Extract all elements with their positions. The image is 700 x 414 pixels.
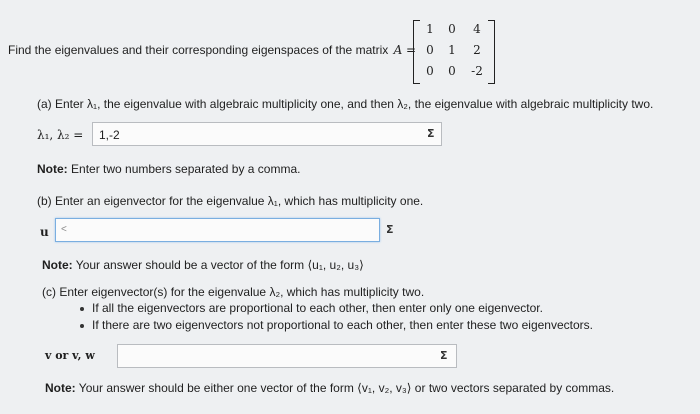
part-c-question: (c) Enter eigenvector(s) for the eigenvalue λ₂, which has multiplicity two. <box>42 285 425 299</box>
text-cursor: < <box>61 224 67 235</box>
matrix-cell: 0 <box>426 43 434 57</box>
matrix-cell: 0 <box>426 64 434 78</box>
matrix-cell: 2 <box>473 43 481 57</box>
note-label: Note: <box>37 162 68 176</box>
note-label: Note: <box>45 381 76 395</box>
matrix-a <box>413 20 495 82</box>
matrix-cell: 0 <box>448 22 456 36</box>
eigenvalues-value: 1,-2 <box>99 128 120 142</box>
bullet <box>80 324 84 328</box>
part-c-bullet-2: If there are two eigenvectors not proportional to each other, then enter these two eigenvectors. <box>92 318 593 332</box>
part-a-note <box>37 162 300 176</box>
matrix-cell: 1 <box>426 22 434 36</box>
eigenvector-vw-input[interactable] <box>117 344 457 368</box>
problem-text: Find the eigenvalues and their corresponding eigenspaces of the matrix <box>8 43 389 57</box>
sigma-icon[interactable]: Σ <box>427 127 435 140</box>
matrix-cell: -2 <box>471 64 483 78</box>
part-c-note <box>45 381 614 395</box>
note-text: Your answer should be a vector of the form ⟨u₁, u₂, u₃⟩ <box>75 258 364 272</box>
matrix-cell: 4 <box>473 22 481 36</box>
eigenvector-u-input[interactable] <box>55 218 394 242</box>
eigenvalues-input[interactable] <box>92 122 442 146</box>
sigma-icon[interactable]: Σ <box>386 223 394 236</box>
right-bracket <box>488 20 495 84</box>
note-text: Your answer should be either one vector of the form ⟨v₁, v₂, v₃⟩ or two vectors separated by commas. <box>78 381 615 395</box>
u-label: u <box>40 225 49 239</box>
note-label: Note: <box>42 258 73 272</box>
matrix-cell: 0 <box>448 64 456 78</box>
part-b-note <box>42 258 364 272</box>
note-text: Enter two numbers separated by a comma. <box>71 162 301 176</box>
matrix-cell: 1 <box>448 43 456 57</box>
bullet <box>80 307 84 311</box>
vw-label: v or v, w <box>45 349 95 362</box>
part-c-bullet-1: If all the eigenvectors are proportional to each other, then enter only one eigenvector. <box>92 301 543 315</box>
sigma-icon[interactable]: Σ <box>440 349 448 362</box>
lambda-label: λ₁, λ₂ = <box>37 128 84 142</box>
problem-prompt <box>8 43 416 57</box>
matrix-symbol: A = <box>393 43 417 57</box>
part-b-question: (b) Enter an eigenvector for the eigenvalue λ₁, which has multiplicity one. <box>37 194 424 208</box>
part-a-question: (a) Enter λ₁, the eigenvalue with algebraic multiplicity one, and then λ₂, the eigenvalue with algebraic multiplicity two. <box>37 97 654 111</box>
